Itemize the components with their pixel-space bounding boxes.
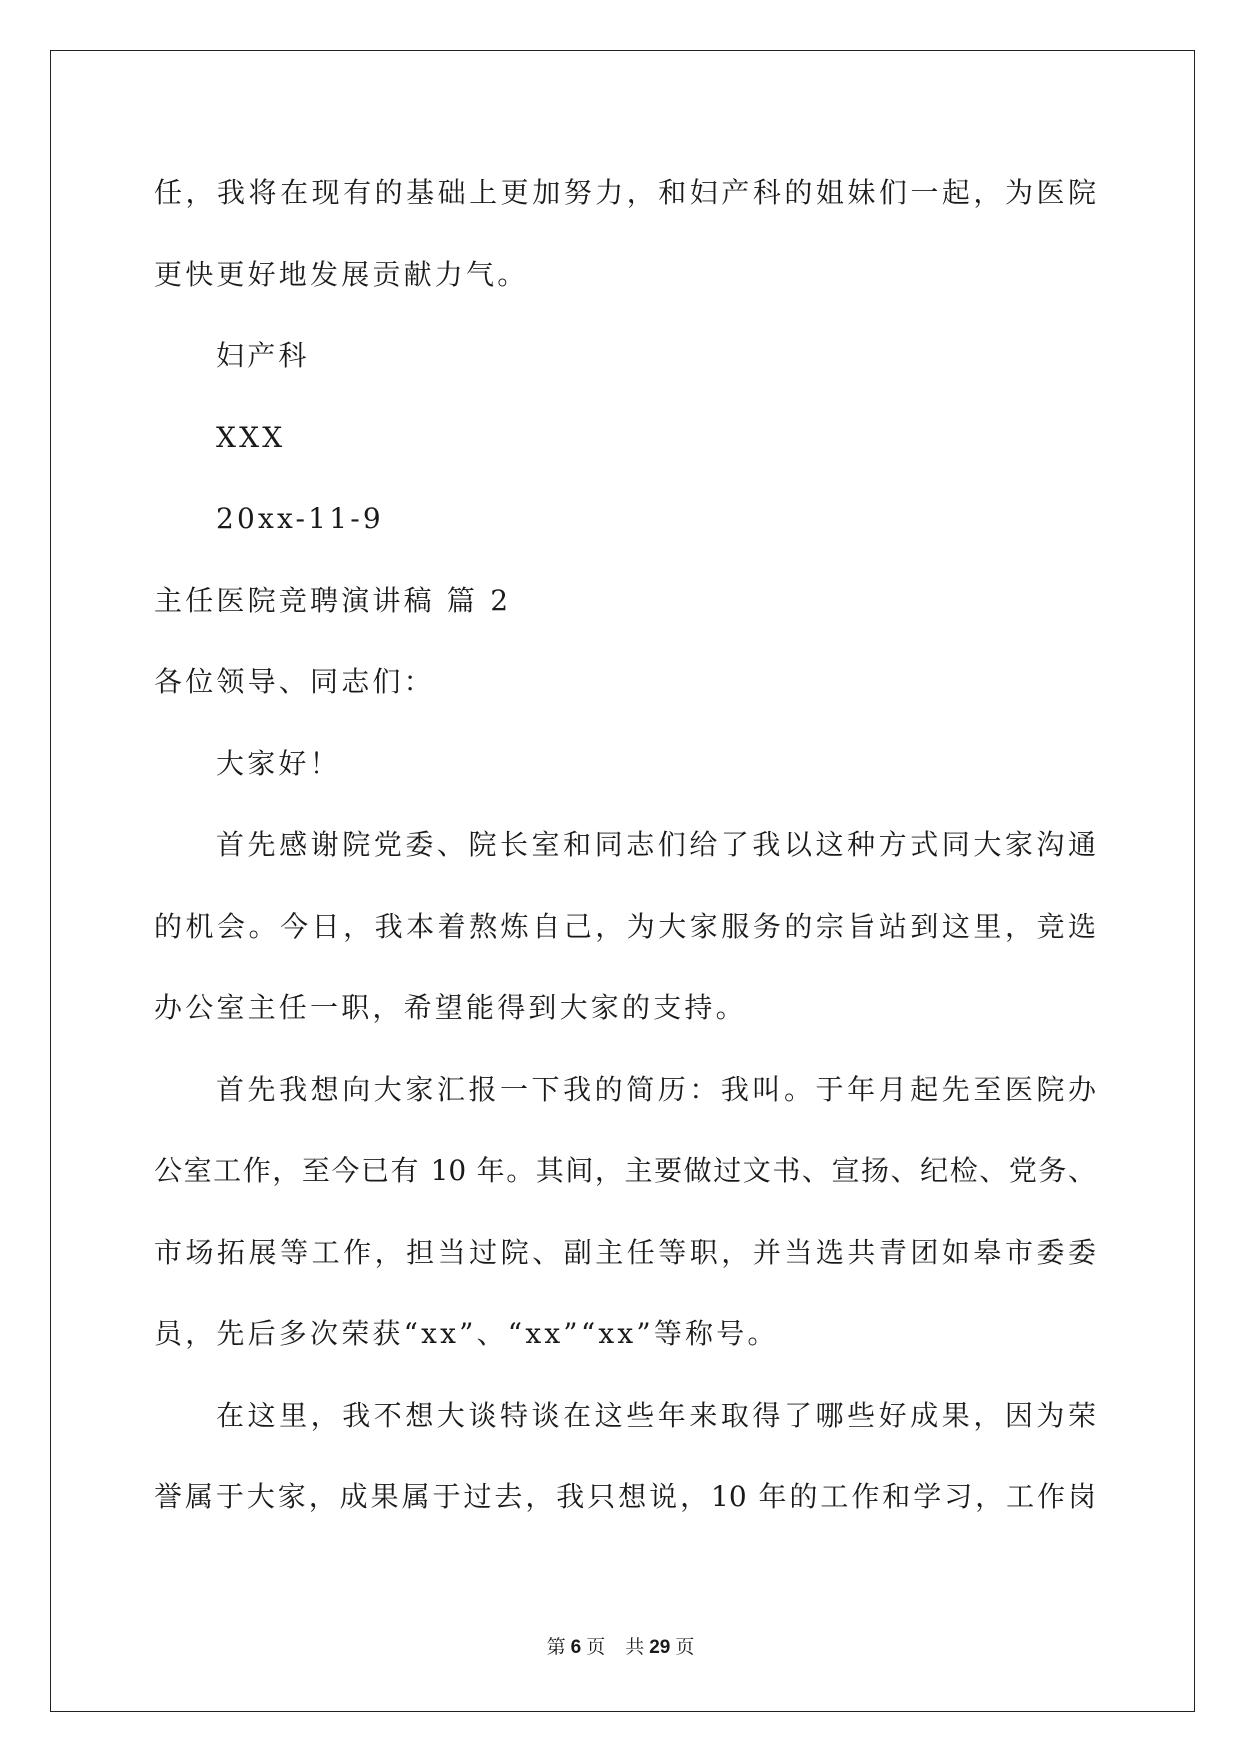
text-line: 在这里，我不想大谈特谈在这些年来取得了哪些好成果，因为荣: [216, 1398, 1096, 1432]
section-heading: 主任医院竞聘演讲稿 篇 2: [154, 583, 512, 617]
current-page-number: 6: [570, 1637, 582, 1658]
footer-total-prefix: 共: [625, 1636, 645, 1658]
text-line: 首先我想向大家汇报一下我的简历：我叫。于年月起先至医院办: [216, 1072, 1096, 1106]
footer-page-prefix: 第: [546, 1636, 566, 1658]
text-line: 誉属于大家，成果属于过去，我只想说，10 年的工作和学习，工作岗: [154, 1480, 1096, 1513]
salutation: 各位领导、同志们：: [154, 665, 435, 698]
signature-date: 20xx-11-9: [216, 502, 384, 535]
text-line: 更快更好地发展贡献力气。: [154, 257, 529, 291]
text-line: 任，我将在现有的基础上更加努力，和妇产科的姐妹们一起，为医院: [154, 176, 1096, 209]
text-line: 员，先后多次荣获“xx”、“xx”“xx”等称号。: [154, 1317, 779, 1350]
text-line: 公室工作，至今已有 10 年。其间，主要做过文书、宣扬、纪检、党务、: [154, 1154, 1096, 1187]
greeting: 大家好！: [216, 746, 341, 780]
text-line: 首先感谢院党委、院长室和同志们给了我以这种方式同大家沟通: [216, 828, 1096, 861]
signature-department: 妇产科: [216, 339, 310, 372]
total-page-count: 29: [649, 1637, 671, 1658]
page-footer: [0, 1634, 1241, 1661]
document-body: [154, 152, 1096, 1538]
signature-name: XXX: [216, 420, 286, 454]
footer-page-unit: 页: [586, 1636, 606, 1658]
text-line: 的机会。今日，我本着熬炼自己，为大家服务的宗旨站到这里，竞选: [154, 909, 1096, 943]
text-line: 办公室主任一职，希望能得到大家的支持。: [154, 991, 747, 1024]
text-line: 市场拓展等工作，担当过院、副主任等职，并当选共青团如皋市委委: [154, 1235, 1096, 1269]
footer-total-unit: 页: [675, 1636, 695, 1658]
